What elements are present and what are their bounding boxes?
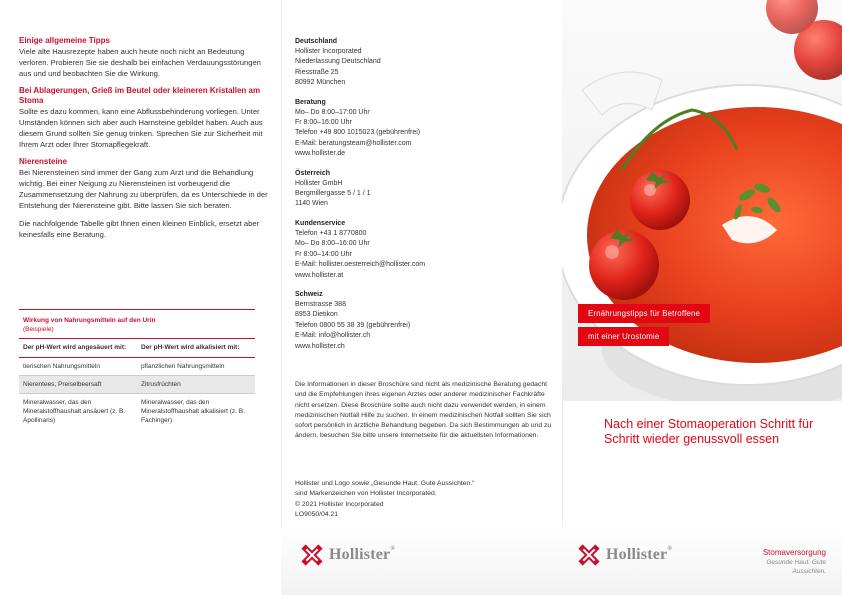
table-cell: Mineralwasser, das den Mineralstoffhaushalt alkalisiert (z. B. Fachinger) (141, 399, 245, 424)
address-germany (295, 37, 555, 89)
email-link[interactable]: E-Mail: hollister.oesterreich@hollister.com (295, 261, 426, 269)
address-line: Fr 8:00–16:00 Uhr (295, 119, 352, 127)
trademark-notice (295, 479, 553, 520)
cover-tagline: Nach einer Stomaoperation Schritt für Schritt wieder genussvoll essen (604, 417, 814, 446)
hollister-logo (576, 543, 672, 567)
address-line: Telefon 0800 55 38 39 (gebührenfrei) (295, 321, 411, 329)
panel-tips (0, 0, 281, 595)
brand-slogan: Gesunde Haut. Gute Aussichten. (766, 559, 826, 575)
section-general-tips (19, 36, 269, 79)
trademark-line: sind Markenzeichen von Hollister Incorporated. (295, 490, 437, 498)
table-header-acidify: Der pH-Wert wird angesäuert mit: (23, 344, 127, 351)
hollister-cross-icon (576, 543, 602, 567)
table-cell: Nierentees, Preiselbeersaft (23, 381, 102, 388)
panel-cover (562, 0, 842, 595)
address-line: Bergmillergasse 5 / 1 / 1 (295, 190, 371, 198)
address-heading: Kundenservice (295, 219, 346, 227)
table-intro-note: Die nachfolgende Tabelle gibt Ihnen einen kleinen Einblick, ersetzt aber keinesfalls eine Beratung. (19, 219, 260, 239)
panel-contacts (281, 0, 562, 595)
table-cell: pflanzlichen Nahrungsmitteln (141, 363, 225, 370)
section-body: Viele alte Hausrezepte haben auch heute noch nicht an Bedeutung verloren. Probieren Sie sie deshalb bei einfachen Verdauungsstörungen aus und und beobachten Sie die Wirkung. (19, 47, 261, 78)
address-line: Niederlassung Deutschland (295, 58, 381, 66)
section-body: Sollte es dazu kommen, kann eine Abflussbehinderung vorliegen. Unter Umständen können sich aber auch Harnsteine gebildet haben. Auch aus diesem Grund sollten Sie genug trinken. Sprechen Sie zur Sicherheit mit Ihrem Arzt oder Ihrer Stomapflegekraft. (19, 107, 263, 149)
address-line: Hollister Incorporated (295, 48, 362, 55)
address-line: 8953 Dietikon (295, 311, 338, 319)
brand-label (734, 548, 826, 576)
section-deposits (19, 86, 269, 150)
address-line: 1140 Wien (295, 200, 328, 208)
address-line: Riesstraße 25 (295, 68, 339, 76)
email-link[interactable]: E-Mail: beratungsteam@hollister.com (295, 139, 412, 147)
website-link[interactable]: www.hollister.at (295, 271, 344, 279)
table-cell: Zitrusfrüchten (141, 381, 181, 388)
table-row (19, 375, 255, 393)
address-austria (295, 169, 555, 210)
table-cell: Mineralwasser, das den Mineralstoffhaushalt ansäuert (z. B. Apollinaris) (23, 399, 126, 424)
logo-wordmark: Hollister® (606, 546, 673, 563)
address-switzerland (295, 290, 555, 352)
hollister-cross-icon (299, 543, 325, 567)
urine-effect-table (19, 309, 255, 429)
address-heading: Beratung (295, 98, 326, 106)
section-heading: Bei Ablagerungen, Grieß im Beutel oder kleineren Kristallen am Stoma (19, 86, 261, 105)
contact-list (295, 37, 555, 361)
address-line: 80992 München (295, 79, 346, 87)
table-row (19, 357, 255, 375)
table-subtitle: (Beispiele) (23, 326, 54, 333)
tips-content (19, 36, 269, 240)
table-header-alkalize: Der pH-Wert wird alkalisiert mit: (141, 344, 240, 351)
address-line: Telefon +49 800 1015023 (gebührenfrei) (295, 129, 421, 137)
website-link[interactable]: www.hollister.de (295, 150, 346, 158)
address-beratung (295, 98, 555, 160)
address-line: Telefon +43 1 8770800 (295, 229, 367, 237)
section-body: Bei Nierensteinen sind immer der Gang zum Arzt und die Behandlung wichtig. Bei einer Neigung zu Nierensteinen ist vorbeugend die Zusammensetzung der Nahrung zu überprüfen, da es Unterschiede in der Entstehung der Nierensteine gibt. Bitte lassen Sie sich beraten. (19, 168, 268, 210)
title-badge-line2: mit einer Urostomie (578, 327, 669, 346)
document-code: LO9050/04.21 (295, 510, 339, 518)
address-heading: Deutschland (295, 38, 338, 45)
address-line: Mo– Do 8:00–16:00 Uhr (295, 240, 370, 248)
table-header-row (19, 338, 255, 357)
medical-disclaimer: Die Informationen in dieser Broschüre sind nicht als medizinische Beratung gedacht und die Empfehlungen ihres eigenen Arztes oder anderer medizinischer Fachkräfte nicht ersetzen. Diese Broschüre sollte auch nicht dazu verwendet werden, in einem medizinischen Notfall Hilfe zu suchen. In einem medizinischen Notfall sollten Sie sich sofort persönlich in ärztliche Behandlung begeben. Da sich Bestimmungen ab und zu ändern, besuchen Sie bitte unsere Internetseite für die aktuellsten Informationen. (295, 381, 552, 440)
address-line: Mo– Do 8:00–17:00 Uhr (295, 108, 370, 116)
address-heading: Schweiz (295, 290, 323, 298)
address-line: Hollister GmbH (295, 179, 343, 187)
email-link[interactable]: E-Mail: info@hollister.ch (295, 332, 371, 340)
section-kidney-stones (19, 157, 269, 211)
hollister-logo (299, 543, 395, 567)
address-kundenservice (295, 219, 555, 281)
brand-category: Stomaversorgung (762, 548, 826, 557)
table-row (19, 393, 255, 429)
logo-wordmark: Hollister® (329, 546, 396, 563)
copyright-line: © 2021 Hollister Incorporated (295, 500, 384, 508)
trademark-line: Hollister und Logo sowie „Gesunde Haut. Gute Aussichten.“ (295, 480, 475, 487)
address-heading: Österreich (295, 169, 331, 177)
table-title: Wirkung von Nahrungsmitteln auf den Urin (23, 317, 156, 324)
section-heading: Einige allgemeine Tipps (19, 36, 110, 45)
title-badge-line1: Ernährungstipps für Betroffene (578, 304, 710, 323)
website-link[interactable]: www.hollister.ch (295, 342, 345, 350)
address-line: Fr 8:00–14:00 Uhr (295, 250, 352, 258)
table-cell: tierischen Nahrungsmitteln (23, 363, 100, 370)
address-line: Bernstrasse 388 (295, 300, 346, 308)
section-heading: Nierensteine (19, 157, 68, 166)
